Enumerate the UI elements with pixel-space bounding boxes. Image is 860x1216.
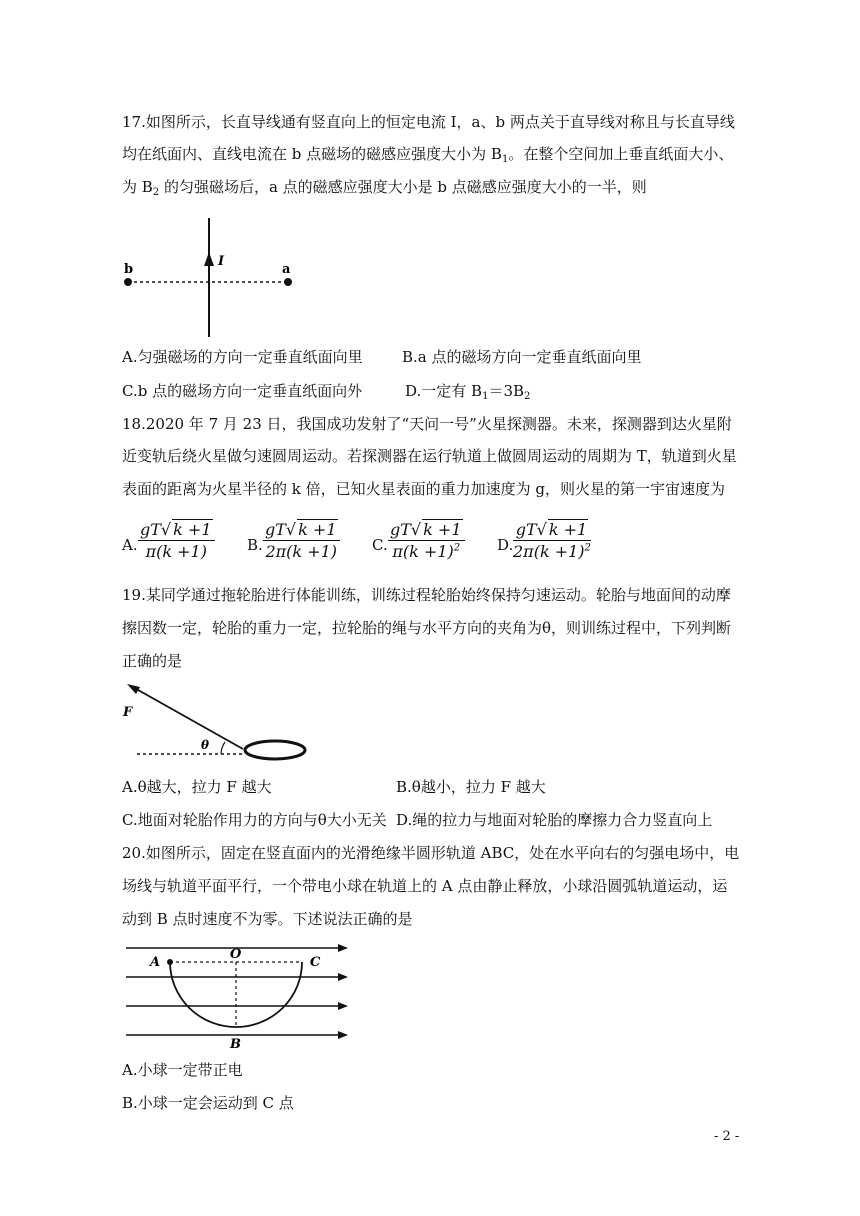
q18-option-c-numerator: gT√ k +1 <box>388 520 465 541</box>
q19-option-c: C.地面对轮胎作用力的方向与θ大小无关 <box>122 811 387 829</box>
q18-option-a-num-pre: gT <box>140 520 161 539</box>
theta-label: θ <box>201 738 210 752</box>
q19-option-d: D.绳的拉力与地面对轮胎的摩擦力合力竖直向上 <box>396 811 713 829</box>
q18-option-b-label: B. <box>247 536 263 554</box>
q17-line-2-tail: 。在整个空间加上垂直纸面大小、 <box>508 145 734 163</box>
q17-line-3-head: 为 B <box>122 178 153 196</box>
label-a: A <box>150 955 161 970</box>
page-number: - 2 - <box>714 1129 740 1144</box>
q20-option-a: A.小球一定带正电 <box>122 1061 243 1079</box>
point-b-label: b <box>124 262 134 277</box>
q17-option-a: A.匀强磁场的方向一定垂直纸面向里 <box>122 348 363 366</box>
q18-option-a-fraction <box>138 520 215 561</box>
current-arrow-icon <box>204 252 214 266</box>
q17-option-d-prefix: D.一定有 B <box>405 382 483 400</box>
q17-line-3 <box>122 177 647 203</box>
q18-option-c-den-text: π(k +1) <box>392 542 454 561</box>
q19-line-3: 正确的是 <box>122 652 183 670</box>
q18-option-d-exp: 2 <box>584 542 591 554</box>
q18-option-a-numerator: gT√ k +1 <box>138 520 215 541</box>
q19-tire-figure <box>115 678 315 763</box>
q18-option-c-num-pre: gT <box>390 520 411 539</box>
q20-option-b: B.小球一定会运动到 C 点 <box>122 1094 294 1112</box>
field-arrow-icon <box>338 1031 348 1039</box>
q17-option-b: B.a 点的磁场方向一定垂直纸面向里 <box>402 348 642 366</box>
q18-option-c-label: C. <box>372 536 388 554</box>
q18-option-c-denominator <box>388 541 465 561</box>
label-o: O <box>230 947 242 962</box>
q18-option-b-numerator: gT√ k +1 <box>263 520 340 541</box>
q18-option-a-label: A. <box>122 536 138 554</box>
angle-arc <box>221 742 225 754</box>
q17-option-c: C.b 点的磁场方向一定垂直纸面向外 <box>122 382 363 400</box>
q17-sub-2: 2 <box>152 187 160 198</box>
point-a-label: a <box>282 262 291 277</box>
q18-line-2: 近变轨后绕火星做匀速圆周运动。若探测器在运行轨道上做圆周运动的周期为 T，轨道到火星 <box>122 447 737 465</box>
q20-line-3: 动到 B 点时速度不为零。下述说法正确的是 <box>122 910 413 928</box>
label-b: B <box>230 1037 241 1048</box>
q17-option-d-sub1: 1 <box>482 391 489 402</box>
point-a-dot <box>284 278 292 286</box>
q19-option-a: A.θ越大，拉力 F 越大 <box>122 778 272 796</box>
tire-ellipse <box>245 741 305 759</box>
q17-line-2 <box>122 144 733 170</box>
q18-option-c-fraction <box>388 520 465 561</box>
q18-option-d-denominator <box>513 541 591 561</box>
q19-option-b: B.θ越小，拉力 F 越大 <box>396 778 546 796</box>
field-arrow-icon <box>338 944 348 952</box>
q18-option-d-radicand: k +1 <box>548 520 588 539</box>
field-arrow-icon <box>338 973 348 981</box>
q19-line-2: 擦因数一定，轮胎的重力一定，拉轮胎的绳与水平方向的夹角为θ，则训练过程中，下列判断 <box>122 619 732 637</box>
q19-line-1: 19.某同学通过拖轮胎进行体能训练，训练过程轮胎始终保持匀速运动。轮胎与地面间的动摩 <box>122 586 731 604</box>
q18-option-d-label: D. <box>497 536 514 554</box>
q18-option-a-radicand: k +1 <box>173 520 212 539</box>
q20-semicircle-figure <box>122 938 358 1048</box>
q17-sub-1: 1 <box>501 154 509 165</box>
q17-option-d-sub2: 2 <box>524 391 531 402</box>
q18-option-b-denominator <box>263 541 340 561</box>
q20-line-2: 场线与轨道平面平行，一个带电小球在轨道上的 A 点由静止释放，小球沿圆弧轨道运动，运 <box>122 877 728 895</box>
q18-line-1: 18.2020 年 7 月 23 日，我国成功发射了“天问一号”火星探测器。未来，探测器到达火星附 <box>122 415 732 433</box>
current-label: I <box>218 254 225 269</box>
q17-option-d <box>405 381 530 407</box>
q18-option-b-radicand: k +1 <box>298 520 337 539</box>
force-label: F <box>123 705 133 720</box>
q18-option-b-den-text: 2π(k +1) <box>265 542 338 561</box>
point-a-ball <box>167 959 173 965</box>
q17-line-3-mid: 的 <box>159 178 179 196</box>
q18-option-b-num-pre: gT <box>265 520 286 539</box>
q17-line-2-text: 均在纸面内、直线电流在 b 点磁场的磁感应强度大小为 B <box>122 145 502 163</box>
rope-line <box>131 686 243 749</box>
q18-option-b-fraction <box>263 520 340 561</box>
point-b-dot <box>124 278 132 286</box>
q17-option-d-mid: ＝3B <box>488 382 525 400</box>
q18-option-c-exp: 2 <box>453 542 461 554</box>
label-c: C <box>310 955 321 970</box>
q17-line-3-text: 匀强磁场后，a 点的磁感应强度大小是 b 点磁感应强度大小的一半，则 <box>178 178 647 196</box>
q18-option-d-fraction <box>513 520 591 561</box>
q18-option-a-den-text: π(k +1) <box>145 542 207 561</box>
q20-line-1: 20.如图所示，固定在竖直面内的光滑绝缘半圆形轨道 ABC，处在水平向右的匀强电场中，电 <box>122 844 740 862</box>
q18-option-a-denominator <box>138 541 215 561</box>
q17-wire-figure <box>110 210 310 340</box>
q18-option-d-num-pre: gT <box>515 520 537 539</box>
force-arrow-icon <box>127 684 140 694</box>
q18-line-3: 表面的距离为火星半径的 k 倍，已知火星表面的重力加速度为 g，则火星的第一宇宙速度为 <box>122 480 725 498</box>
q18-option-d-numerator: gT√ k +1 <box>513 520 591 541</box>
q18-option-d-den-text: 2π(k +1) <box>513 542 585 561</box>
q18-option-c-radicand: k +1 <box>423 520 462 539</box>
field-arrow-icon <box>338 1002 348 1010</box>
q17-line-1: 17.如图所示，长直导线通有竖直向上的恒定电流 I，a、b 两点关于直导线对称且与长直导线 <box>122 113 735 131</box>
